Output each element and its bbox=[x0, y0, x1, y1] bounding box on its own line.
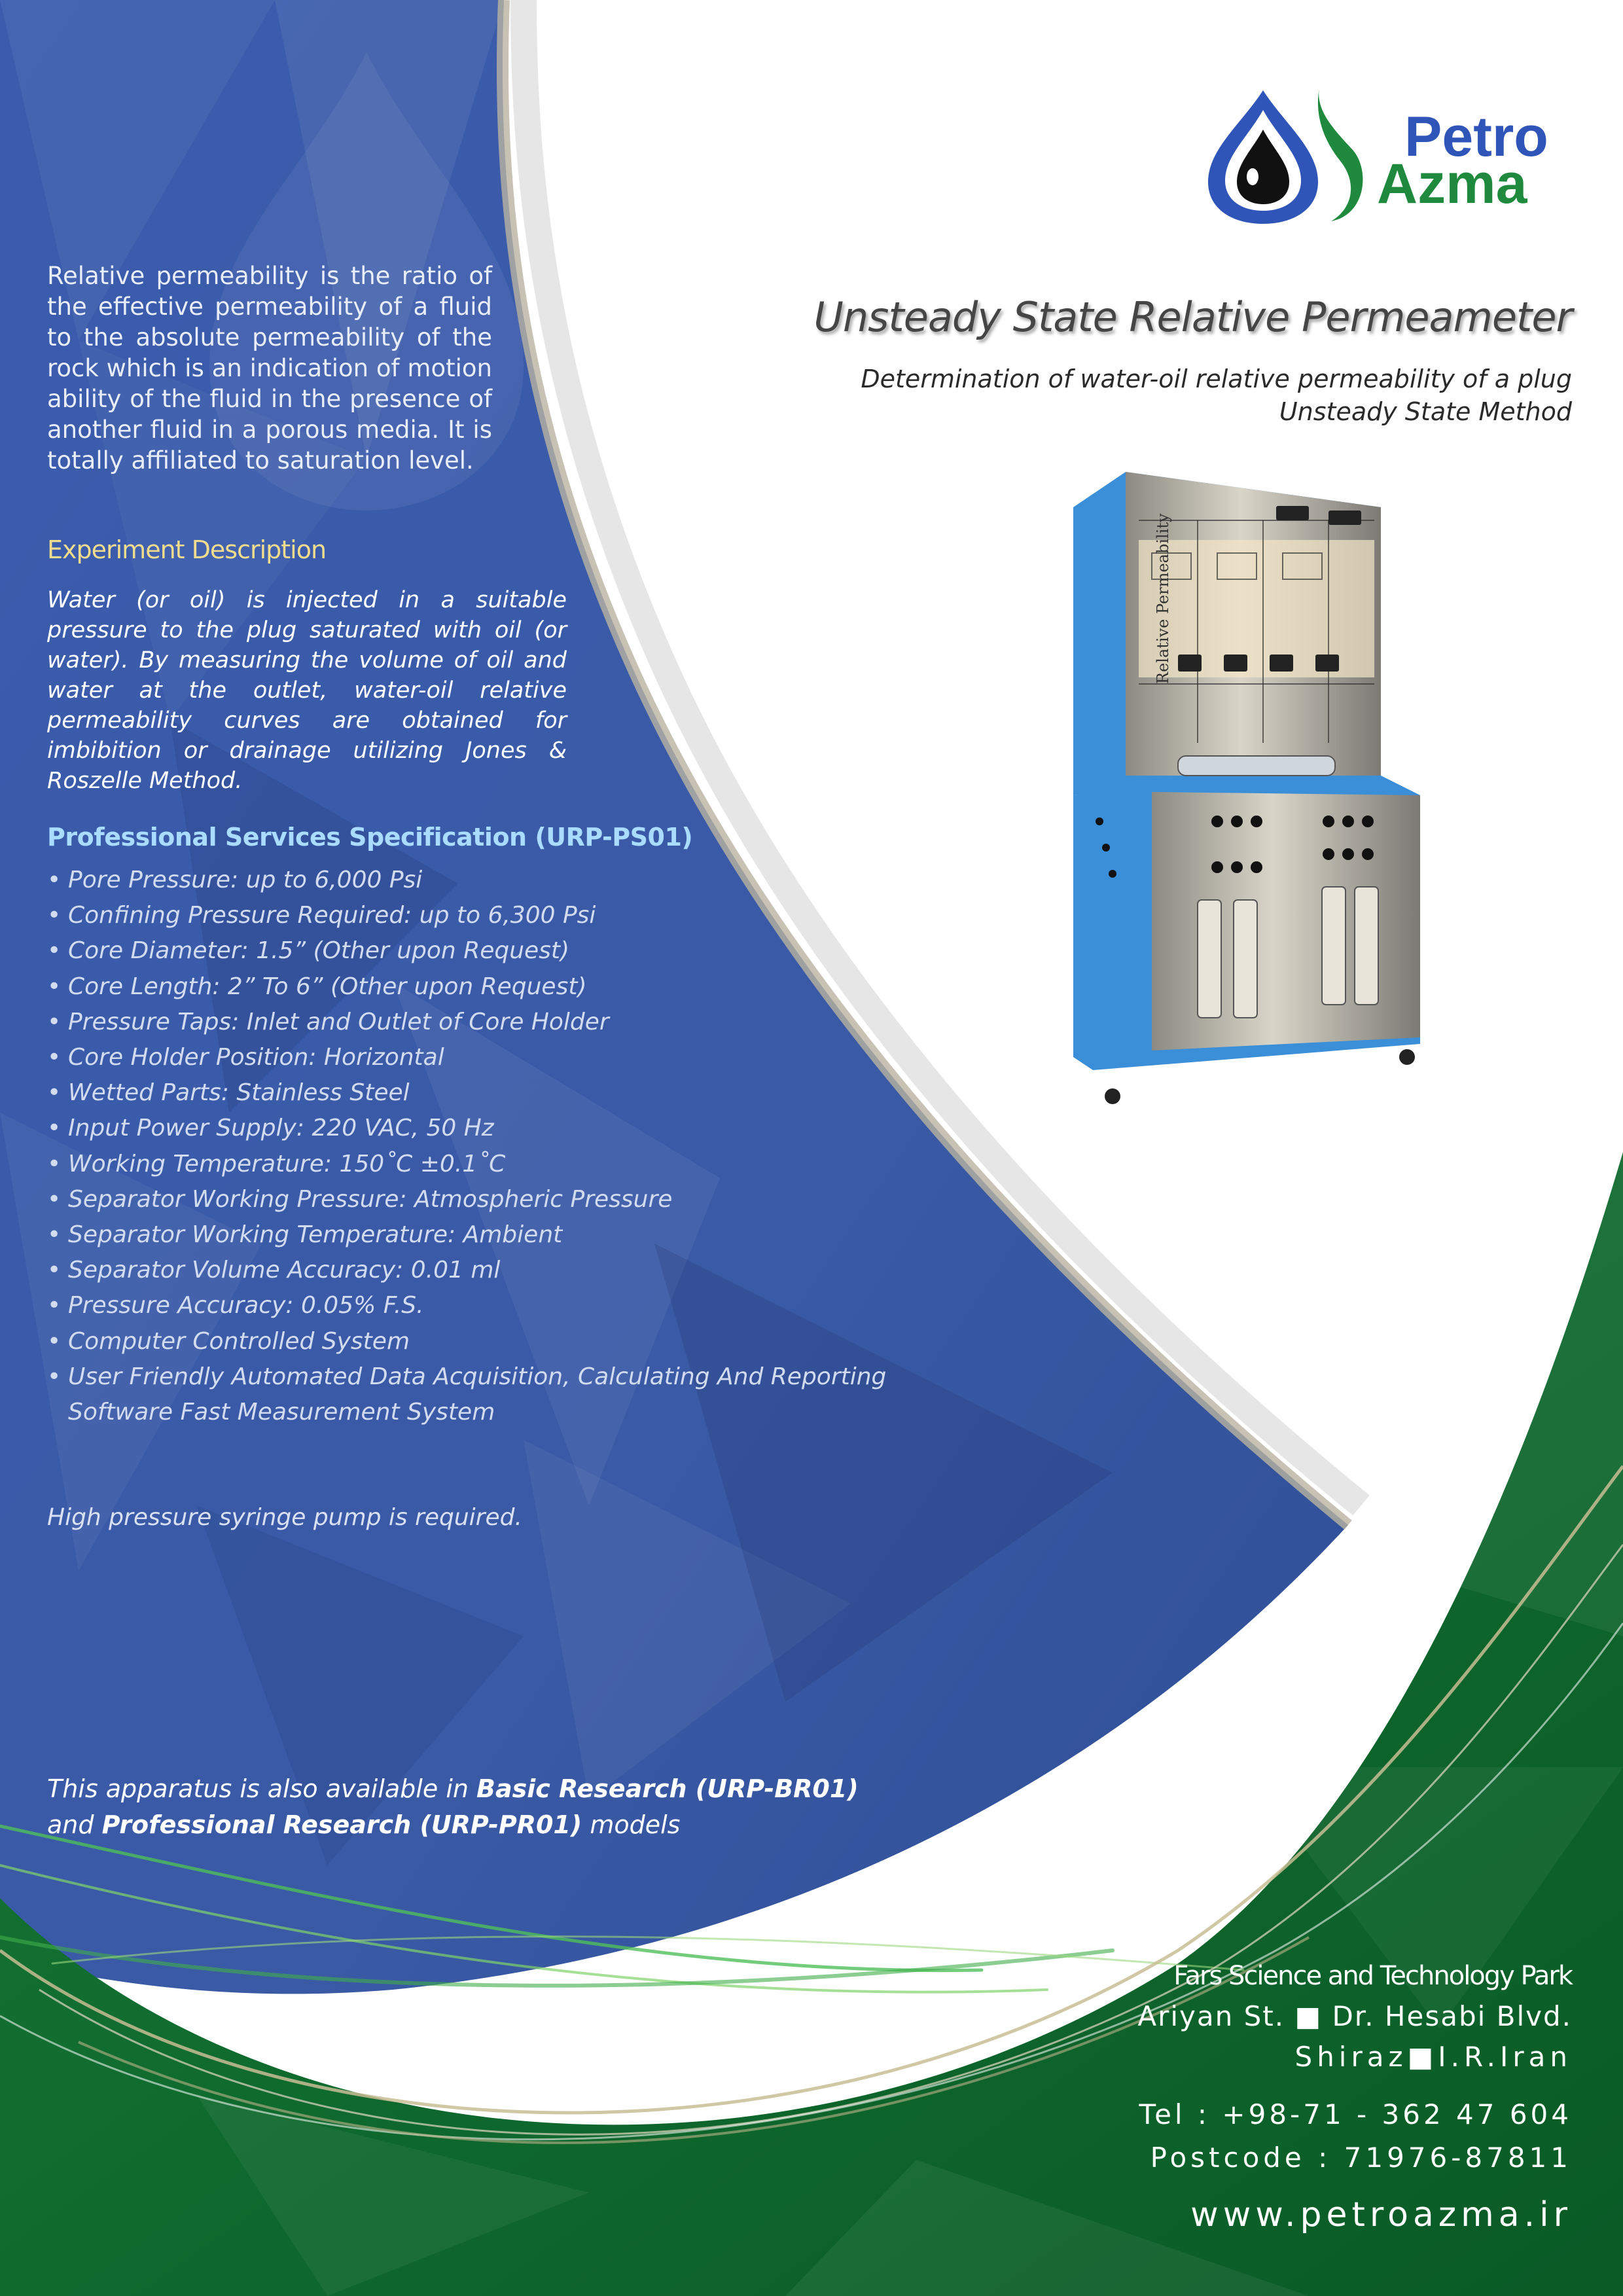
specification-list bbox=[47, 863, 924, 1430]
bullet: • bbox=[47, 867, 62, 893]
logo-word-azma: Azma bbox=[1377, 152, 1527, 215]
spec-item bbox=[47, 863, 924, 898]
contact-park: Fars Science and Technology Park bbox=[1173, 1961, 1572, 1991]
bullet: • bbox=[47, 1115, 62, 1142]
experiment-title: Experiment Description bbox=[47, 535, 327, 564]
petroazma-logo bbox=[1203, 84, 1577, 228]
page-title: Unsteady State Relative Permeameter bbox=[813, 293, 1572, 341]
spec-text: User Friendly Automated Data Acquisition, Calculating And Reporting Software Fast Measurement System bbox=[68, 1363, 887, 1426]
bullet: • bbox=[47, 902, 62, 929]
permeameter-device-photo bbox=[1067, 468, 1433, 1109]
page-subtitle bbox=[861, 363, 1572, 428]
spec-text: Core Length: 2” To 6” (Other upon Request) bbox=[68, 973, 587, 1000]
model-basic-research: Basic Research (URP-BR01) bbox=[476, 1774, 859, 1803]
availability-suffix: models bbox=[582, 1810, 681, 1839]
spec-item bbox=[47, 1359, 924, 1430]
bullet: • bbox=[47, 973, 62, 1000]
spec-item bbox=[47, 1111, 924, 1146]
model-professional-research: Professional Research (URP-PR01) bbox=[101, 1810, 582, 1839]
experiment-description: Water (or oil) is injected in a suitable pressure to the plug saturated with oil (or water). By measuring the volume of oil and water at the outlet, water-oil relative permeability curves are obtained for imbibition or drainage utilizing Jones & Roszelle Method. bbox=[47, 587, 567, 794]
spec-text: Pore Pressure: up to 6,000 Psi bbox=[68, 867, 423, 893]
bullet: • bbox=[47, 1150, 62, 1177]
spec-item bbox=[47, 1288, 924, 1323]
bullet: • bbox=[47, 1327, 62, 1355]
availability-middle: and bbox=[47, 1810, 102, 1839]
spec-text: Computer Controlled System bbox=[68, 1327, 410, 1355]
spec-item bbox=[47, 1075, 924, 1111]
spec-text: Pressure Taps: Inlet and Outlet of Core Holder bbox=[68, 1008, 609, 1035]
bullet: • bbox=[47, 1185, 62, 1213]
bullet: • bbox=[47, 937, 62, 965]
spec-text: Separator Volume Accuracy: 0.01 ml bbox=[68, 1257, 501, 1284]
bullet: • bbox=[47, 1008, 62, 1035]
contact-city: Shiraz■I.R.Iran bbox=[1294, 2041, 1572, 2073]
pump-requirement-note: High pressure syringe pump is required. bbox=[47, 1504, 522, 1531]
contact-postcode: Postcode : 71976-87811 bbox=[1150, 2142, 1572, 2174]
spec-item bbox=[47, 933, 924, 969]
spec-item bbox=[47, 1005, 924, 1040]
subtitle-line-2: Unsteady State Method bbox=[1279, 397, 1572, 426]
specification-title: Professional Services Specification (URP-PS01) bbox=[47, 823, 693, 852]
bullet: • bbox=[47, 1221, 62, 1249]
spec-item bbox=[47, 1253, 924, 1288]
spec-text: Separator Working Temperature: Ambient bbox=[68, 1221, 563, 1249]
logo-word-petro: Petro bbox=[1404, 105, 1548, 168]
bullet: • bbox=[47, 1292, 62, 1319]
spec-text: Core Diameter: 1.5” (Other upon Request) bbox=[68, 937, 570, 965]
spec-text: Separator Working Pressure: Atmospheric Pressure bbox=[68, 1185, 673, 1213]
contact-telephone: Tel : +98-71 - 362 47 604 bbox=[1139, 2098, 1572, 2130]
spec-item bbox=[47, 1147, 924, 1182]
bullet: • bbox=[47, 1079, 62, 1107]
bullet: • bbox=[47, 1257, 62, 1284]
spec-text: Confining Pressure Required: up to 6,300 Psi bbox=[68, 902, 596, 929]
spec-item bbox=[47, 1182, 924, 1217]
spec-text: Wetted Parts: Stainless Steel bbox=[68, 1079, 410, 1107]
oil-drop-icon bbox=[1208, 88, 1363, 224]
bullet: • bbox=[47, 1363, 62, 1390]
contact-street: Ariyan St. ■ Dr. Hesabi Blvd. bbox=[1137, 2000, 1572, 2032]
website-link[interactable]: www.petroazma.ir bbox=[1190, 2195, 1572, 2234]
bullet: • bbox=[47, 1044, 62, 1071]
spec-text: Working Temperature: 150˚C ±0.1˚C bbox=[68, 1150, 506, 1177]
subtitle-line-1: Determination of water-oil relative permeability of a plug bbox=[861, 365, 1572, 393]
spec-item bbox=[47, 1324, 924, 1359]
spec-text: Input Power Supply: 220 VAC, 50 Hz bbox=[68, 1115, 494, 1142]
spec-item bbox=[47, 1040, 924, 1075]
spec-item bbox=[47, 1217, 924, 1253]
availability-prefix: This apparatus is also available in bbox=[47, 1774, 477, 1803]
spec-text: Pressure Accuracy: 0.05% F.S. bbox=[68, 1292, 424, 1319]
spec-item bbox=[47, 969, 924, 1005]
availability-note bbox=[47, 1771, 859, 1843]
spec-item bbox=[47, 898, 924, 933]
device-panel-label: Relative Permeability bbox=[1154, 513, 1172, 684]
spec-text: Core Holder Position: Horizontal bbox=[68, 1044, 444, 1071]
intro-paragraph: Relative permeability is the ratio of the effective permeability of a fluid to the absolute permeability of the rock which is an indication of motion ability of the fluid in the presence of another fluid in a porous media. It is totally affiliated to saturation level. bbox=[47, 262, 492, 475]
